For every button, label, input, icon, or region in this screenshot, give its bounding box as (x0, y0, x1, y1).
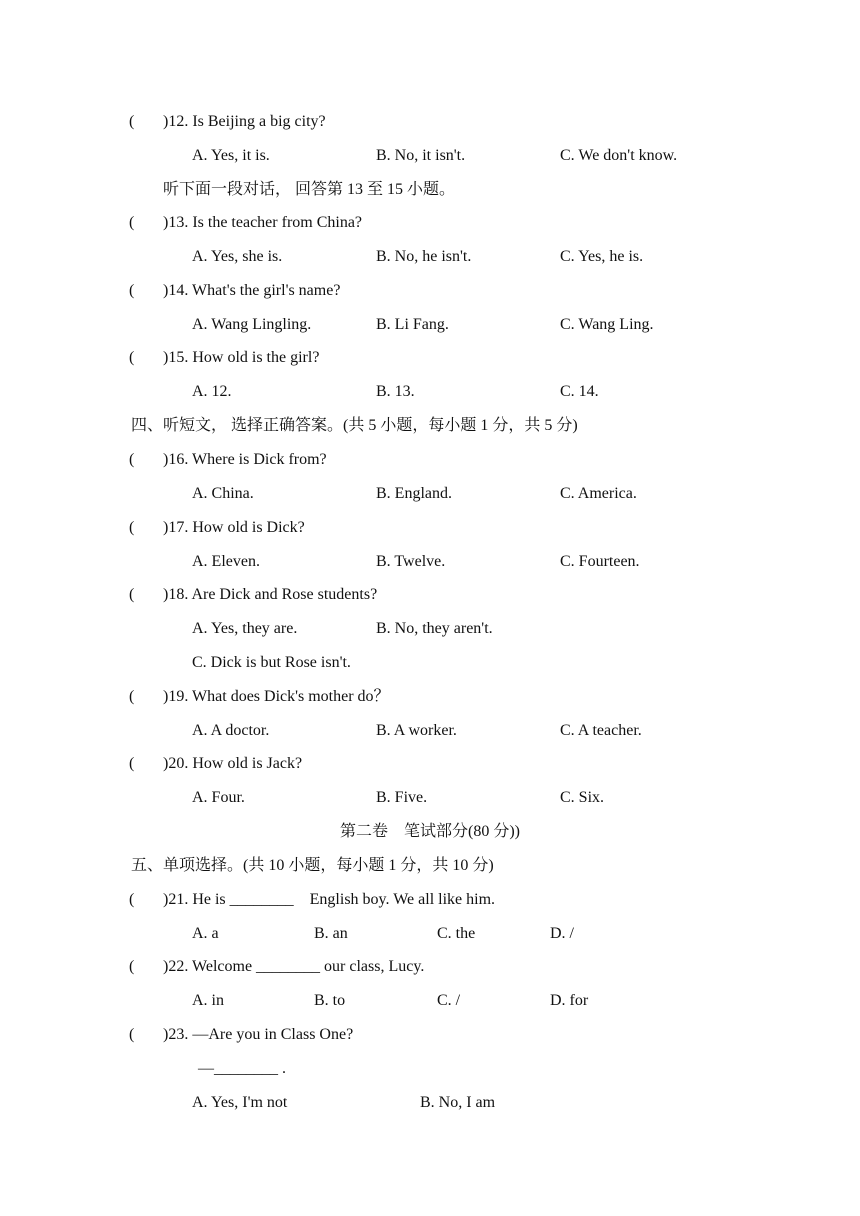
option-b: B. No, he isn't. (376, 248, 472, 265)
answer-paren: ( (129, 113, 135, 130)
question-20: )20. How old is Jack? (163, 755, 303, 772)
answer-paren: ( (129, 586, 135, 603)
question-17: )17. How old is Dick? (163, 519, 305, 536)
option-b: B. A worker. (376, 722, 457, 739)
option-b: B. Five. (376, 789, 428, 806)
question-18: )18. Are Dick and Rose students? (163, 586, 378, 603)
option-b: B. to (314, 992, 346, 1009)
option-b: B. Twelve. (376, 553, 446, 570)
instruction-13-15: 听下面一段对话， 回答第 13 至 15 小题。 (163, 181, 456, 198)
part-two-heading: 第二卷 笔试部分(80 分)) (340, 823, 520, 840)
option-a: A. Wang Lingling. (192, 316, 312, 333)
answer-paren: ( (129, 1026, 135, 1043)
option-a: A. Yes, it is. (192, 147, 270, 164)
section-heading-4: 四、听短文， 选择正确答案。(共 5 小题，每小题 1 分，共 5 分) (131, 417, 578, 434)
option-c: C. Wang Ling. (560, 316, 654, 333)
option-d: D. for (550, 992, 589, 1009)
option-a: A. Eleven. (192, 553, 260, 570)
answer-paren: ( (129, 958, 135, 975)
option-b: B. No, I am (420, 1094, 496, 1111)
option-c: C. America. (560, 485, 637, 502)
option-c: C. 14. (560, 383, 599, 400)
option-b: B. England. (376, 485, 452, 502)
answer-paren: ( (129, 519, 135, 536)
option-b: B. Li Fang. (376, 316, 449, 333)
question-15: )15. How old is the girl? (163, 349, 320, 366)
answer-paren: ( (129, 349, 135, 366)
option-c: C. the (437, 925, 476, 942)
answer-paren: ( (129, 214, 135, 231)
answer-blank-line: —________ . (198, 1060, 286, 1077)
option-c: C. / (437, 992, 461, 1009)
answer-paren: ( (129, 451, 135, 468)
answer-paren: ( (129, 891, 135, 908)
option-c: C. We don't know. (560, 147, 678, 164)
option-a: A. 12. (192, 383, 232, 400)
question-22: )22. Welcome ________ our class, Lucy. (163, 958, 425, 975)
question-13: )13. Is the teacher from China? (163, 214, 363, 231)
option-a: A. Four. (192, 789, 245, 806)
option-b: B. No, it isn't. (376, 147, 466, 164)
option-b: B. an (314, 925, 348, 942)
question-19: )19. What does Dick's mother do？ (163, 688, 390, 705)
answer-paren: ( (129, 688, 135, 705)
question-16: )16. Where is Dick from? (163, 451, 327, 468)
option-c: C. A teacher. (560, 722, 642, 739)
option-a: A. China. (192, 485, 254, 502)
option-a: A. A doctor. (192, 722, 270, 739)
option-a: A. in (192, 992, 224, 1009)
option-a: A. Yes, I'm not (192, 1094, 288, 1111)
question-14: )14. What's the girl's name? (163, 282, 341, 299)
question-23: )23. —Are you in Class One? (163, 1026, 354, 1043)
answer-paren: ( (129, 282, 135, 299)
section-heading-5: 五、单项选择。(共 10 小题，每小题 1 分，共 10 分) (131, 857, 494, 874)
option-c: C. Yes, he is. (560, 248, 644, 265)
question-21: )21. He is ________ English boy. We all like him. (163, 891, 496, 908)
option-b: B. 13. (376, 383, 415, 400)
option-a: A. Yes, they are. (192, 620, 298, 637)
option-a: A. Yes, she is. (192, 248, 283, 265)
question-12: )12. Is Beijing a big city? (163, 113, 326, 130)
option-c: C. Dick is but Rose isn't. (192, 654, 351, 671)
option-a: A. a (192, 925, 219, 942)
option-b: B. No, they aren't. (376, 620, 493, 637)
answer-paren: ( (129, 755, 135, 772)
option-c: C. Fourteen. (560, 553, 640, 570)
option-d: D. / (550, 925, 574, 942)
option-c: C. Six. (560, 789, 605, 806)
